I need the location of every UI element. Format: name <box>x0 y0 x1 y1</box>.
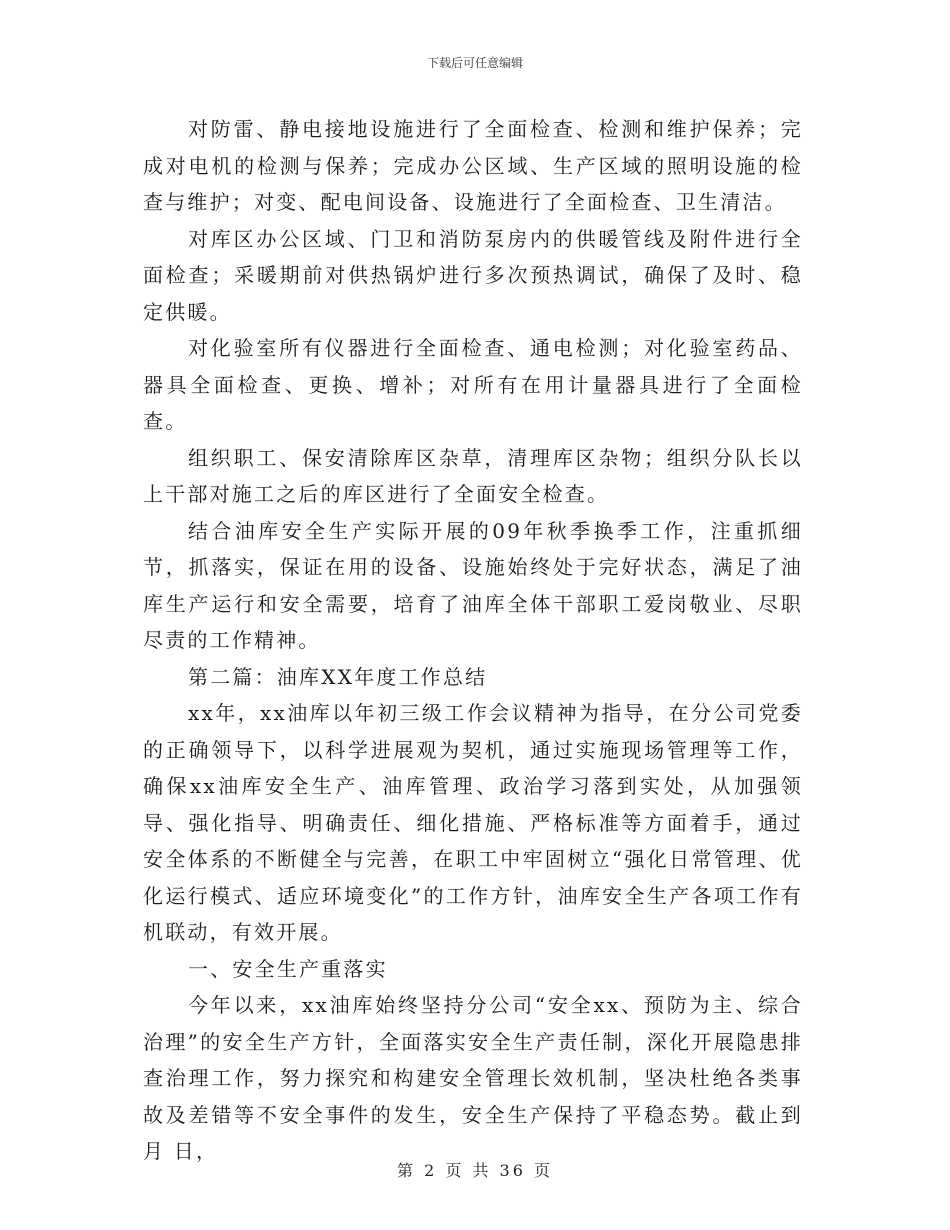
paragraph-heating: 对库区办公区域、门卫和消防泵房内的供暖管线及附件进行全面检查；采暖期前对供热锅炉进行多次预热调试，确保了及时、稳定供暖。 <box>143 226 803 324</box>
paragraph-annual-summary: xx年，xx油库以年初三级工作会议精神为指导，在分公司党委的正确领导下，以科学进展观为契机，通过实施现场管理等工作，确保xx油库安全生产、油库管理、政治学习落到实处，从加强领导、强化指导、明确责任、细化措施、严格标准等方面着手，通过安全体系的不断健全与完善，在职工中牢固树立“强化日常管理、优化运行模式、适应环境变化”的工作方针，油库安全生产各项工作有机联动，有效开展。 <box>143 701 803 944</box>
document-body <box>143 111 803 1170</box>
page-header: 下载后可任意编辑 <box>426 56 523 70</box>
paragraph-cleanup: 组织职工、保安清除库区杂草，清理库区杂物；组织分队长以上干部对施工之后的库区进行了全面安全检查。 <box>143 445 803 506</box>
section-heading-safety: 一、安全生产重落实 <box>188 956 388 981</box>
page-number-footer: 第 2 页 共 36 页 <box>397 1161 553 1180</box>
paragraph-lightning-protection: 对防雷、静电接地设施进行了全面检查、检测和维护保养；完成对电机的检测与保养；完成办公区域、生产区域的照明设施的检查与维护；对变、配电间设备、设施进行了全面检查、卫生清洁。 <box>143 117 803 214</box>
paragraph-seasonal-work: 结合油库安全生产实际开展的09年秋季换季工作，注重抓细节，抓落实，保证在用的设备、设施始终处于完好状态，满足了油库生产运行和安全需要，培育了油库全体干部职工爱岗敬业、尽职尽责的工作精神。 <box>143 518 803 652</box>
paragraph-safety-policy: 今年以来，xx油库始终坚持分公司“安全xx、预防为主、综合治理”的安全生产方针，全面落实安全生产责任制，深化开展隐患排查治理工作，努力探究和构建安全管理长效机制，坚决杜绝各类事故及差错等不安全事件的发生，安全生产保持了平稳态势。截止到 月 日， <box>143 993 803 1163</box>
section-title-part-two: 第二篇：油库XX年度工作总结 <box>188 664 488 689</box>
paragraph-laboratory: 对化验室所有仪器进行全面检查、通电检测；对化验室药品、器具全面检查、更换、增补；对所有在用计量器具进行了全面检查。 <box>143 336 803 433</box>
